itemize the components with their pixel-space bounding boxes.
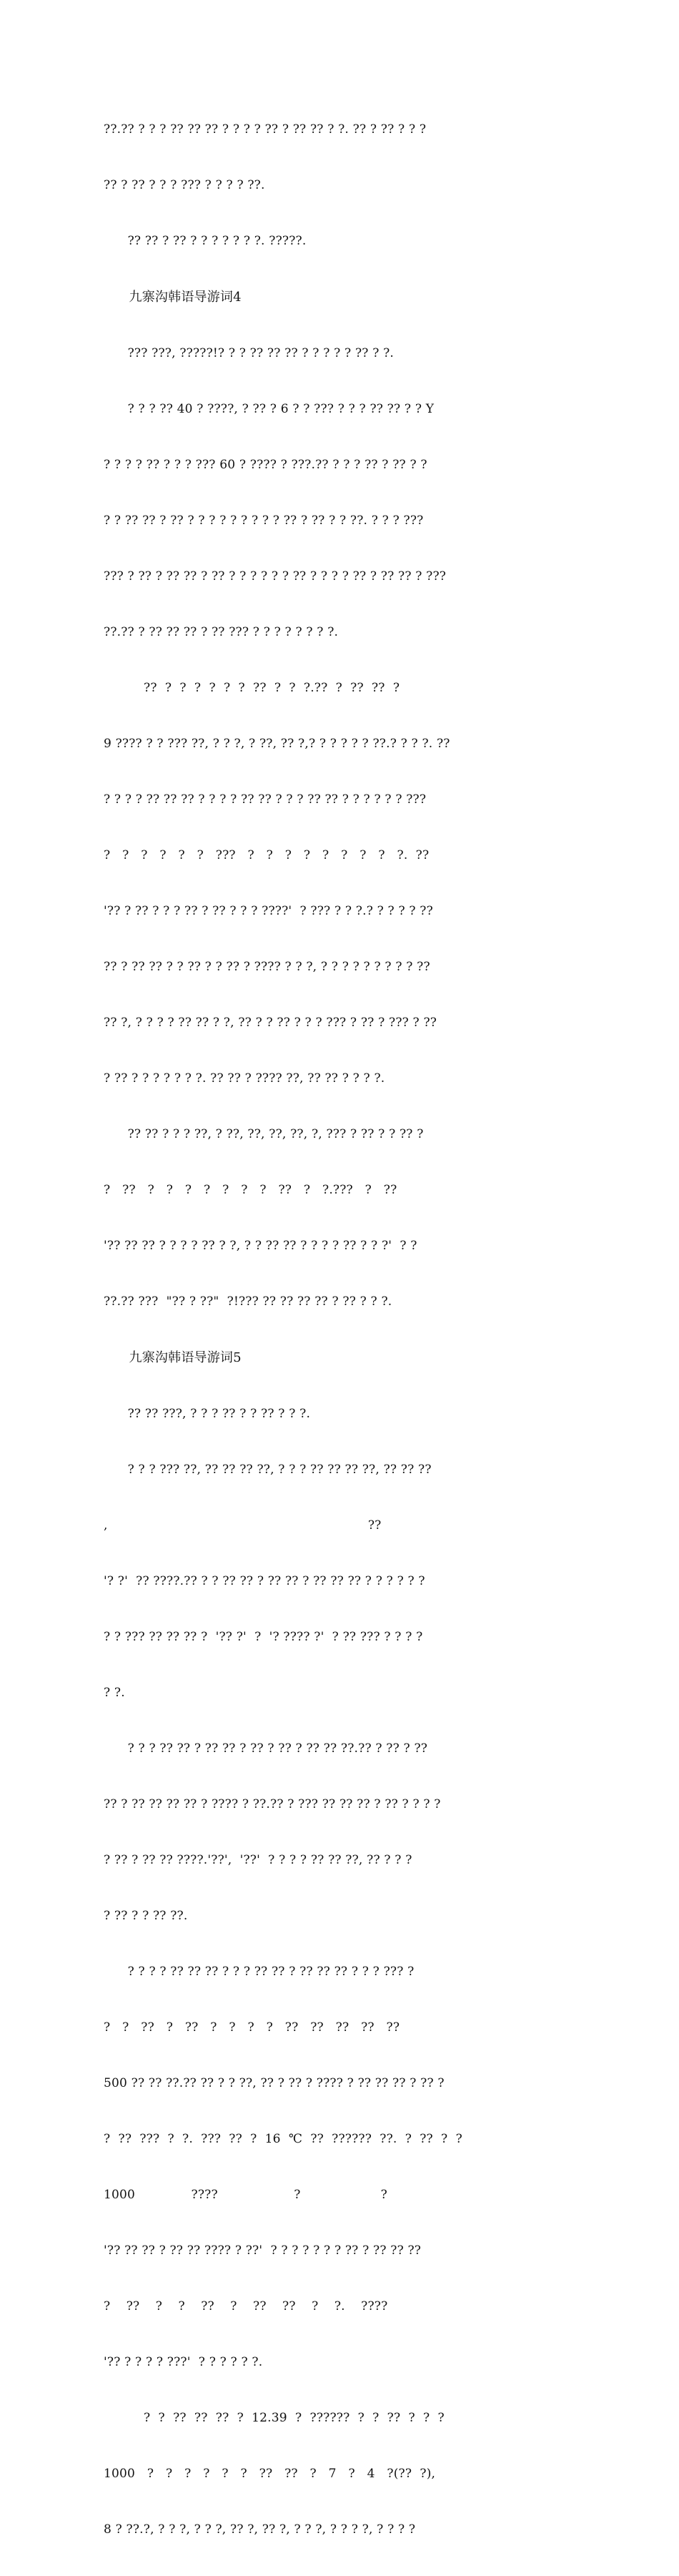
text-line: 500 ?? ?? ??.?? ?? ? ? ??, ?? ? ?? ? ???? ? ?? ?? ?? ? ?? ? [104,2076,445,2090]
text-line: ? ?? ? ? ? ? ? ? ? ?? ? ?.??? ? ?? [104,1183,397,1197]
text-line: ??.?? ? ? ? ?? ?? ?? ? ? ? ? ?? ? ?? ?? ? ?. ?? ? ?? ? ? ? [104,122,427,137]
text-line: ?? ?? ? ?? ? ? ? ? ? ? ?. ?????. [104,234,307,248]
text-line: 9 ???? ? ? ??? ??, ? ? ?, ? ??, ?? ?,? ? ? ? ? ? ??.? ? ? ?. ?? [104,737,450,751]
text-line: ?? ? ?? ? ? ? ??? ? ? ? ? ??. [104,178,265,192]
document-body [104,83,579,2576]
text-line: '? ?' ?? ????.?? ? ? ?? ?? ? ?? ?? ? ?? ?? ?? ? ? ? ? ? ? [104,1574,425,1588]
text-line: 1000 ? ? ? ? ? ? ?? ?? ? 7 ? 4 ?(?? ?), [104,2467,436,2481]
text-line: ?? ?? ? ? ? ??, ? ??, ??, ??, ??, ?, ??? ? ?? ? ? ?? ? [104,1127,424,1141]
section-heading: 九寨沟韩语导游词5 [104,1350,242,1365]
text-line: ? ? ? ? ? ? ??? ? ? ? ? ? ? ? ? ?. ?? [104,848,430,862]
text-line: ?? ? ?? ?? ?? ?? ? ???? ? ??.?? ? ??? ?? ?? ?? ? ?? ? ? ? ? [104,1797,441,1811]
text-line: 8 ? ??.?, ? ? ?, ? ? ?, ?? ?, ?? ?, ? ? ?, ? ? ? ?, ? ? ? ? [104,2522,416,2537]
text-line: '?? ?? ?? ? ?? ?? ???? ? ??' ? ? ? ? ? ? ? ?? ? ?? ?? ?? [104,2243,422,2258]
text-line: ?? ?, ? ? ? ? ?? ?? ? ?, ?? ? ? ?? ? ? ? ??? ? ?? ? ??? ? ?? [104,1016,437,1030]
text-line: ? ? ? ? ?? ? ? ? ??? 60 ? ???? ? ???.?? ? ? ? ?? ? ?? ? ? [104,458,427,472]
text-line: ?? ? ? ? ? ? ? ?? ? ? ?.?? ? ?? ?? ? [104,681,400,695]
text-line: ? ? ? ?? 40 ? ????, ? ?? ? 6 ? ? ??? ? ? ? ?? ?? ? ? Y [104,402,435,416]
text-line: ??.?? ? ?? ?? ?? ? ?? ??? ? ? ? ? ? ? ? ?. [104,625,339,639]
text-line: ??? ???, ?????!? ? ? ?? ?? ?? ? ? ? ? ? ?? ? ?. [104,346,395,360]
text-line: ? ?? ? ?? ?? ????.'??', '??' ? ? ? ? ?? ?? ??, ?? ? ? ? [104,1853,412,1867]
text-line: ? ?? ? ? ?? ? ?? ?? ? ?. ???? [104,2299,388,2314]
text-line: ? ?? ? ? ?? ??. [104,1909,188,1923]
text-line: ?? ? ?? ?? ? ? ?? ? ? ?? ? ???? ? ? ?, ? ? ? ? ? ? ? ? ? ?? [104,960,430,974]
text-line: ? ? ? ?? ?? ? ?? ?? ? ?? ? ?? ? ?? ?? ??.?? ? ?? ? ?? [104,1741,428,1756]
text-line: ? ? ? ??? ??, ?? ?? ?? ??, ? ? ? ?? ?? ?? ??, ?? ?? ?? [104,1462,432,1477]
text-line: ? ?? ? ? ? ? ? ? ?. ?? ?? ? ???? ??, ?? ?? ? ? ? ?. [104,1071,385,1086]
text-line: '?? ? ?? ? ? ? ?? ? ?? ? ? ? ????' ? ??? ? ? ?.? ? ? ? ? ?? [104,904,433,918]
text-line: ??? ? ?? ? ?? ?? ? ?? ? ? ? ? ? ? ?? ? ? ? ? ?? ? ?? ?? ? ??? [104,569,447,584]
text-line: ? ?. [104,1686,125,1700]
text-line: ? ? ??? ?? ?? ?? ? '?? ?' ? '? ???? ?' ? ?? ??? ? ? ? ? [104,1630,423,1644]
text-line: ? ? ?? ?? ? ?? ? ? ? ? ? ? ? ? ? ?? ? ?? ? ? ??. ? ? ? ??? [104,513,424,528]
text-line: ? ?? ??? ? ?. ??? ?? ? 16 ℃ ?? ?????? ??. ? ?? ? ? [104,2132,462,2146]
text-line: ? ? ? ? ?? ?? ?? ? ? ? ? ?? ?? ? ? ? ?? ?? ? ? ? ? ? ? ??? [104,792,427,807]
text-line: ? ? ? ? ?? ?? ?? ? ? ? ?? ?? ? ?? ?? ?? ? ? ? ??? ? [104,1965,415,1979]
section-heading: 九寨沟韩语导游词4 [104,290,242,305]
text-line: ?? ?? ???, ? ? ? ?? ? ? ?? ? ? ?. [104,1407,311,1421]
text-line: '?? ? ? ? ? ???' ? ? ? ? ? ?. [104,2355,263,2369]
text-line: '?? ?? ?? ? ? ? ? ?? ? ?, ? ? ?? ?? ? ? ? ? ?? ? ? ?' ? ? [104,1239,417,1253]
text-line: ? ? ?? ?? ?? ? 12.39 ? ?????? ? ? ?? ? ? ? [104,2411,445,2425]
text-line: ? ? ?? ? ?? ? ? ? ? ?? ?? ?? ?? ?? [104,2020,400,2035]
text-line: , ?? [104,1518,382,1533]
text-line: 1000 ???? ? ? [104,2188,387,2202]
text-line: ??.?? ??? "?? ? ??" ?!??? ?? ?? ?? ?? ? ?? ? ? ?. [104,1294,392,1309]
